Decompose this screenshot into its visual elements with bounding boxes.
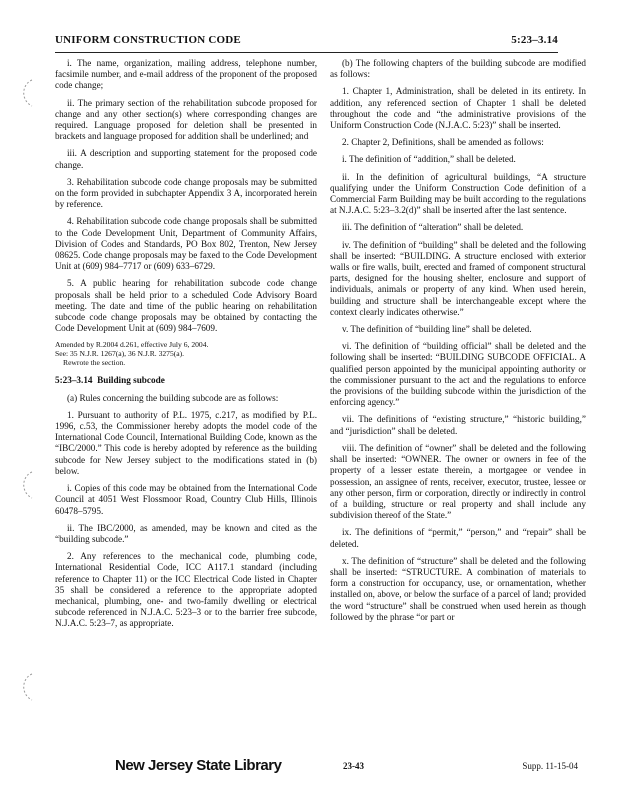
paragraph: iii. The definition of “alteration” shall be deleted. [342,222,524,233]
note-line: Amended by R.2004 d.261, effective July 6, 2004. [55,340,209,350]
paragraph: ii. The primary section of the rehabilitation subcode proposed for change and any other section(s) where corresponding changes are required. Language proposed for deletion shall be presented in brackets and language proposed for addition shall be underlined; and [55,97,317,142]
running-header [55,34,558,53]
right-column [330,58,586,629]
note-line: See: 35 N.J.R. 1267(a), 36 N.J.R. 3275(a). [55,349,185,359]
left-column [55,58,317,636]
paragraph: vi. The definition of “building official” shall be deleted and the following shall be inserted: “BUILDING SUBCODE OFFICIAL. A qualified person appointed by the municipal appointing authority or the commissioner pursuant to the act and the regulations to enforce the provisions of the building subcode within the jurisdiction of the enforcing agency.” [330,341,586,408]
paragraph: (a) Rules concerning the building subcode are as follows: [67,392,279,403]
paragraph: 3. Rehabilitation subcode code change proposals may be submitted on the form provided in subchapter Appendix 3 A, incorporated herein by reference. [55,176,317,210]
amendment-note [55,340,317,367]
paragraph: vii. The definitions of “existing structure,” “historic building,” and “jurisdiction” shall be deleted. [330,414,586,436]
punch-hole-mark [18,78,38,108]
section-heading [55,375,317,386]
paragraph: ii. The IBC/2000, as amended, may be known and cited as the “building subcode.” [55,522,317,544]
paragraph: iii. A description and supporting statement for the proposed code change. [55,148,317,170]
page-footer [55,757,578,777]
paragraph: iv. The definition of “building” shall be deleted and the following shall be inserted: “BUILDING. A structure enclosed with exterior walls or fire walls, built, erected and framed of component structural parts, designed for the housing shelter, enclosure and support of individuals, animals or property of any kind. When used herein, building and structure shall be interchangeable except where the context clearly indicates otherwise.” [330,239,586,317]
paragraph: i. The name, organization, mailing address, telephone number, facsimile number, and e-mail address of the proponent of the proposed code change; [55,58,317,91]
paragraph: 1. Chapter 1, Administration, shall be deleted in its entirety. In addition, any referenced section of Chapter 1 shall be deleted throughout the code and “the administrative provisions of the Uniform Construction Code (N.J.A.C. 5:23)” shall be inserted. [330,86,586,131]
paragraph: (b) The following chapters of the building subcode are modified as follows: [330,58,586,80]
paragraph: 1. Pursuant to authority of P.L. 1975, c.217, as modified by P.L. 1996, c.53, the Commissioner hereby adopts the model code of the International Code Council, International Building Code, known as the “IBC/2000.” This code is hereby adopted by reference as the building subcode for New Jersey subject to the modifications stated in (b) below. [55,409,317,476]
header-section: 5:23–3.14 [511,34,558,46]
library-watermark: New Jersey State Library [115,757,282,774]
paragraph: i. The definition of “addition,” shall be deleted. [342,154,516,165]
paragraph: viii. The definition of “owner” shall be deleted and the following shall be inserted: “OWNER. The owner or owners in fee of the property of a lesser estate therein, a mortgagee or vendee in possession, an assignee of rents, receiver, executor, trustee, lessee or any other person, firm or corporation, directly or indirectly in control of a building, structure or real property and shall include any subdivision thereof of the State.” [330,442,586,521]
paragraph: v. The definition of “building line” shall be deleted. [342,324,532,335]
section-number: 5:23–3.14 [55,375,93,386]
page-number: 23-43 [343,761,364,771]
paragraph: 2. Any references to the mechanical code, plumbing code, International Residential Code, ICC A117.1 standard (including reference to Chapter 11) or the ICC Electrical Code listed in Chapter 35 shall be considered a reference to the appropriate adopted mechanical, plumbing, one- and two-family dwelling or electrical subcode referenced in N.J.A.C. 5:23–3 or to the barrier free subcode, N.J.A.C. 5:23–7, as appropriate. [55,551,317,629]
paragraph: x. The definition of “structure” shall be deleted and the following shall be inserted: “STRUCTURE. A combination of materials to form a construction for occupancy, use, or ornamentation, whether installed on, above, or below the surface of a parcel of land; provided the word “structure” shall be construed when used herein as though followed by the phrase “or part or [330,555,586,622]
section-title: Building subcode [97,375,165,386]
paragraph: i. Copies of this code may be obtained from the International Code Council at 4051 West Flossmoor Road, Country Club Hills, Illinois 60478–5795. [55,483,317,516]
punch-hole-mark [18,672,38,702]
punch-hole-mark [18,470,38,500]
supplement-date: Supp. 11-15-04 [522,761,578,771]
paragraph: ii. In the definition of agricultural buildings, “A structure qualifying under the Uniform Construction Code definition of a Commercial Farm Building may be built according to the regulations at N.J.A.C. 5:23–3.2(d)” shall be inserted after the last sentence. [330,171,586,216]
paragraph: ix. The definitions of “permit,” “person,” and “repair” shall be deleted. [330,527,586,549]
header-title: UNIFORM CONSTRUCTION CODE [55,34,241,46]
paragraph: 5. A public hearing for rehabilitation subcode code change proposals shall be held prior to a scheduled Code Advisory Board meeting. The date and time of the public hearing on rehabilitation subcode code change proposals may be obtained by contacting the Code Development Unit at (609) 984–7609. [55,278,317,334]
paragraph: 4. Rehabilitation subcode code change proposals shall be submitted to the Code Development Unit, Department of Community Affairs, Division of Codes and Standards, PO Box 802, Trenton, New Jersey 08625. Code change proposals may be faxed to the Code Development Unit at (609) 984–7717 or (609) 633–6729. [55,216,317,272]
paragraph: 2. Chapter 2, Definitions, shall be amended as follows: [342,137,544,148]
note-line: Rewrote the section. [63,358,126,368]
